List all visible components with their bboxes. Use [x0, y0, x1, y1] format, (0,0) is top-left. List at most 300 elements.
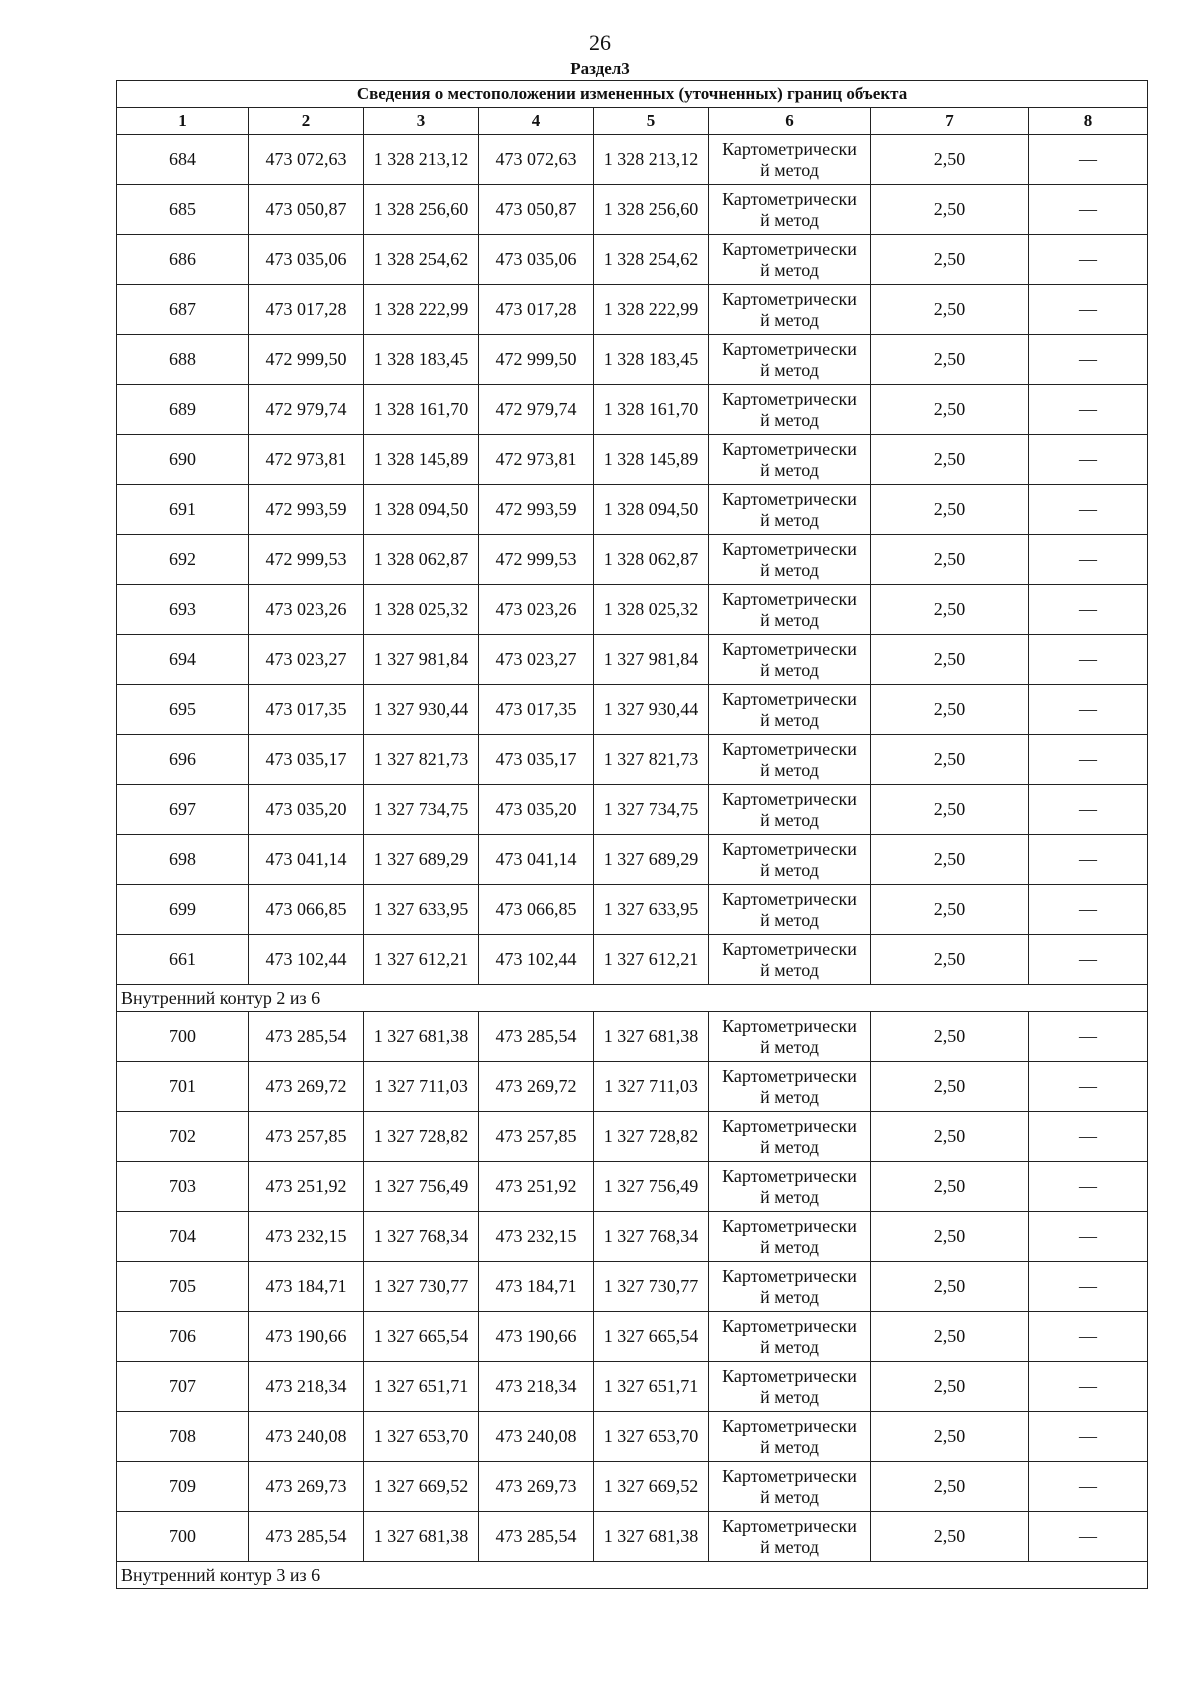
accuracy-cell: 2,50	[871, 385, 1029, 435]
method-text-line2: й метод	[760, 259, 819, 280]
x-old-cell: 473 066,85	[249, 885, 364, 935]
y-new-cell: 1 328 094,50	[594, 485, 709, 535]
method-text-line2: й метод	[760, 659, 819, 680]
y-new-cell: 1 327 681,38	[594, 1512, 709, 1562]
y-old-cell: 1 327 728,82	[364, 1112, 479, 1162]
method-text-line1: Картометрически	[722, 1265, 857, 1286]
accuracy-cell: 2,50	[871, 1112, 1029, 1162]
table-row	[117, 235, 1148, 285]
method-text-line1: Картометрически	[722, 338, 857, 359]
y-new-cell: 1 327 768,34	[594, 1212, 709, 1262]
column-number: 3	[364, 108, 479, 135]
x-old-cell: 473 240,08	[249, 1412, 364, 1462]
x-new-cell: 473 023,27	[479, 635, 594, 685]
x-new-cell: 473 240,08	[479, 1412, 594, 1462]
description-cell: —	[1029, 1312, 1148, 1362]
accuracy-cell: 2,50	[871, 335, 1029, 385]
accuracy-cell: 2,50	[871, 735, 1029, 785]
method-cell	[709, 735, 871, 785]
method-text-line1: Картометрически	[722, 488, 857, 509]
table-row	[117, 185, 1148, 235]
y-new-cell: 1 327 728,82	[594, 1112, 709, 1162]
y-old-cell: 1 327 756,49	[364, 1162, 479, 1212]
accuracy-cell: 2,50	[871, 185, 1029, 235]
point-number-cell: 685	[117, 185, 249, 235]
table-row	[117, 1262, 1148, 1312]
table-row	[117, 535, 1148, 585]
method-cell	[709, 1212, 871, 1262]
description-cell: —	[1029, 1462, 1148, 1512]
x-new-cell: 473 184,71	[479, 1262, 594, 1312]
method-text-line2: й метод	[760, 459, 819, 480]
method-cell	[709, 1362, 871, 1412]
page-number: 26	[589, 30, 611, 55]
accuracy-cell: 2,50	[871, 1212, 1029, 1262]
method-text-line2: й метод	[760, 859, 819, 880]
point-number-cell: 706	[117, 1312, 249, 1362]
x-old-cell: 473 017,28	[249, 285, 364, 335]
y-new-cell: 1 327 756,49	[594, 1162, 709, 1212]
table-row	[117, 1162, 1148, 1212]
method-cell	[709, 335, 871, 385]
y-old-cell: 1 327 930,44	[364, 685, 479, 735]
method-text-line1: Картометрически	[722, 1015, 857, 1036]
description-cell: —	[1029, 135, 1148, 185]
point-number-cell: 688	[117, 335, 249, 385]
description-cell: —	[1029, 935, 1148, 985]
y-new-cell: 1 327 653,70	[594, 1412, 709, 1462]
y-old-cell: 1 328 183,45	[364, 335, 479, 385]
method-cell	[709, 385, 871, 435]
method-text-line2: й метод	[760, 509, 819, 530]
y-old-cell: 1 327 734,75	[364, 785, 479, 835]
method-text-line1: Картометрически	[722, 1465, 857, 1486]
x-old-cell: 473 050,87	[249, 185, 364, 235]
table-row	[117, 785, 1148, 835]
contour-header-row	[117, 985, 1148, 1012]
method-text-line2: й метод	[760, 1236, 819, 1257]
accuracy-cell: 2,50	[871, 885, 1029, 935]
description-cell: —	[1029, 435, 1148, 485]
accuracy-cell: 2,50	[871, 835, 1029, 885]
method-text-line1: Картометрически	[722, 688, 857, 709]
description-cell: —	[1029, 1162, 1148, 1212]
description-cell: —	[1029, 1362, 1148, 1412]
point-number-cell: 702	[117, 1112, 249, 1162]
accuracy-cell: 2,50	[871, 1412, 1029, 1462]
accuracy-cell: 2,50	[871, 135, 1029, 185]
accuracy-cell: 2,50	[871, 1012, 1029, 1062]
method-text-line2: й метод	[760, 309, 819, 330]
accuracy-cell: 2,50	[871, 935, 1029, 985]
method-cell	[709, 585, 871, 635]
point-number-cell: 701	[117, 1062, 249, 1112]
y-old-cell: 1 327 665,54	[364, 1312, 479, 1362]
method-cell	[709, 135, 871, 185]
y-old-cell: 1 328 025,32	[364, 585, 479, 635]
accuracy-cell: 2,50	[871, 1512, 1029, 1562]
y-old-cell: 1 327 689,29	[364, 835, 479, 885]
description-cell: —	[1029, 835, 1148, 885]
method-text-line1: Картометрически	[722, 938, 857, 959]
method-cell	[709, 1512, 871, 1562]
section-title: Раздел3	[570, 59, 630, 78]
x-old-cell: 473 041,14	[249, 835, 364, 885]
x-new-cell: 473 269,72	[479, 1062, 594, 1112]
x-old-cell: 473 023,27	[249, 635, 364, 685]
accuracy-cell: 2,50	[871, 285, 1029, 335]
column-number-row	[117, 108, 1148, 135]
method-text-line2: й метод	[760, 409, 819, 430]
method-cell	[709, 1112, 871, 1162]
point-number-cell: 694	[117, 635, 249, 685]
y-new-cell: 1 328 062,87	[594, 535, 709, 585]
y-new-cell: 1 328 161,70	[594, 385, 709, 435]
point-number-cell: 705	[117, 1262, 249, 1312]
method-text-line1: Картометрически	[722, 1215, 857, 1236]
method-text-line2: й метод	[760, 609, 819, 630]
x-old-cell: 473 251,92	[249, 1162, 364, 1212]
accuracy-cell: 2,50	[871, 535, 1029, 585]
x-new-cell: 473 285,54	[479, 1512, 594, 1562]
method-cell	[709, 535, 871, 585]
x-new-cell: 472 973,81	[479, 435, 594, 485]
y-old-cell: 1 327 981,84	[364, 635, 479, 685]
method-cell	[709, 1262, 871, 1312]
y-old-cell: 1 328 222,99	[364, 285, 479, 335]
y-new-cell: 1 327 730,77	[594, 1262, 709, 1312]
x-new-cell: 473 190,66	[479, 1312, 594, 1362]
column-number: 8	[1029, 108, 1148, 135]
description-cell: —	[1029, 885, 1148, 935]
y-old-cell: 1 327 821,73	[364, 735, 479, 785]
method-cell	[709, 785, 871, 835]
method-cell	[709, 635, 871, 685]
accuracy-cell: 2,50	[871, 1162, 1029, 1212]
column-number: 6	[709, 108, 871, 135]
method-text-line2: й метод	[760, 159, 819, 180]
y-new-cell: 1 327 669,52	[594, 1462, 709, 1512]
accuracy-cell: 2,50	[871, 685, 1029, 735]
x-new-cell: 473 035,17	[479, 735, 594, 785]
table-caption: Сведения о местоположении измененных (уточненных) границ объекта	[117, 81, 1148, 108]
x-new-cell: 473 251,92	[479, 1162, 594, 1212]
x-old-cell: 473 035,06	[249, 235, 364, 285]
y-new-cell: 1 328 254,62	[594, 235, 709, 285]
table-row	[117, 285, 1148, 335]
table-row	[117, 485, 1148, 535]
method-text-line2: й метод	[760, 1186, 819, 1207]
y-new-cell: 1 328 025,32	[594, 585, 709, 635]
x-new-cell: 473 066,85	[479, 885, 594, 935]
method-text-line1: Картометрически	[722, 1515, 857, 1536]
point-number-cell: 686	[117, 235, 249, 285]
y-new-cell: 1 327 734,75	[594, 785, 709, 835]
x-old-cell: 472 973,81	[249, 435, 364, 485]
y-old-cell: 1 328 145,89	[364, 435, 479, 485]
method-text-line2: й метод	[760, 1486, 819, 1507]
table-row	[117, 835, 1148, 885]
x-old-cell: 473 035,17	[249, 735, 364, 785]
table-row	[117, 435, 1148, 485]
y-new-cell: 1 327 981,84	[594, 635, 709, 685]
y-old-cell: 1 328 161,70	[364, 385, 479, 435]
table-row	[117, 1362, 1148, 1412]
method-text-line1: Картометрически	[722, 638, 857, 659]
x-new-cell: 472 979,74	[479, 385, 594, 435]
y-new-cell: 1 328 213,12	[594, 135, 709, 185]
x-old-cell: 472 999,50	[249, 335, 364, 385]
x-new-cell: 473 023,26	[479, 585, 594, 635]
method-text-line2: й метод	[760, 1386, 819, 1407]
table-row	[117, 135, 1148, 185]
method-cell	[709, 1062, 871, 1112]
description-cell: —	[1029, 485, 1148, 535]
method-text-line1: Картометрически	[722, 838, 857, 859]
method-text-line1: Картометрически	[722, 588, 857, 609]
x-old-cell: 473 035,20	[249, 785, 364, 835]
description-cell: —	[1029, 1512, 1148, 1562]
x-new-cell: 473 041,14	[479, 835, 594, 885]
description-cell: —	[1029, 785, 1148, 835]
x-old-cell: 473 190,66	[249, 1312, 364, 1362]
point-number-cell: 708	[117, 1412, 249, 1462]
method-text-line2: й метод	[760, 1436, 819, 1457]
table-row	[117, 735, 1148, 785]
table-row	[117, 585, 1148, 635]
table-row	[117, 1462, 1148, 1512]
x-old-cell: 473 184,71	[249, 1262, 364, 1312]
description-cell: —	[1029, 285, 1148, 335]
method-text-line2: й метод	[760, 1136, 819, 1157]
description-cell: —	[1029, 1212, 1148, 1262]
point-number-cell: 691	[117, 485, 249, 535]
y-old-cell: 1 328 256,60	[364, 185, 479, 235]
table-row	[117, 1512, 1148, 1562]
x-new-cell: 473 232,15	[479, 1212, 594, 1262]
table-row	[117, 1112, 1148, 1162]
description-cell: —	[1029, 1112, 1148, 1162]
x-new-cell: 472 993,59	[479, 485, 594, 535]
method-text-line1: Картометрически	[722, 438, 857, 459]
y-old-cell: 1 327 768,34	[364, 1212, 479, 1262]
point-number-cell: 693	[117, 585, 249, 635]
x-old-cell: 472 999,53	[249, 535, 364, 585]
column-number: 1	[117, 108, 249, 135]
x-new-cell: 473 102,44	[479, 935, 594, 985]
x-new-cell: 473 017,35	[479, 685, 594, 735]
x-new-cell: 473 257,85	[479, 1112, 594, 1162]
method-cell	[709, 935, 871, 985]
method-cell	[709, 835, 871, 885]
y-old-cell: 1 328 254,62	[364, 235, 479, 285]
point-number-cell: 689	[117, 385, 249, 435]
point-number-cell: 692	[117, 535, 249, 585]
method-cell	[709, 1412, 871, 1462]
method-text-line1: Картометрически	[722, 138, 857, 159]
point-number-cell: 703	[117, 1162, 249, 1212]
description-cell: —	[1029, 1262, 1148, 1312]
x-new-cell: 472 999,53	[479, 535, 594, 585]
coordinates-table	[116, 80, 1148, 1589]
accuracy-cell: 2,50	[871, 785, 1029, 835]
accuracy-cell: 2,50	[871, 1462, 1029, 1512]
x-old-cell: 473 023,26	[249, 585, 364, 635]
point-number-cell: 690	[117, 435, 249, 485]
y-new-cell: 1 328 183,45	[594, 335, 709, 385]
y-old-cell: 1 328 062,87	[364, 535, 479, 585]
point-number-cell: 700	[117, 1512, 249, 1562]
y-new-cell: 1 327 651,71	[594, 1362, 709, 1412]
x-old-cell: 473 269,73	[249, 1462, 364, 1512]
x-new-cell: 473 035,20	[479, 785, 594, 835]
y-old-cell: 1 327 612,21	[364, 935, 479, 985]
method-text-line2: й метод	[760, 959, 819, 980]
table-row	[117, 685, 1148, 735]
description-cell: —	[1029, 185, 1148, 235]
y-old-cell: 1 327 681,38	[364, 1512, 479, 1562]
description-cell: —	[1029, 685, 1148, 735]
table-row	[117, 1412, 1148, 1462]
contour-header-row	[117, 1562, 1148, 1589]
x-old-cell: 473 017,35	[249, 685, 364, 735]
method-cell	[709, 885, 871, 935]
description-cell: —	[1029, 735, 1148, 785]
x-new-cell: 473 285,54	[479, 1012, 594, 1062]
method-cell	[709, 1012, 871, 1062]
x-old-cell: 473 269,72	[249, 1062, 364, 1112]
x-old-cell: 473 257,85	[249, 1112, 364, 1162]
description-cell: —	[1029, 1062, 1148, 1112]
method-text-line2: й метод	[760, 809, 819, 830]
method-text-line2: й метод	[760, 359, 819, 380]
table-row	[117, 1062, 1148, 1112]
method-cell	[709, 1312, 871, 1362]
method-cell	[709, 285, 871, 335]
method-text-line1: Картометрически	[722, 738, 857, 759]
x-new-cell: 473 050,87	[479, 185, 594, 235]
method-cell	[709, 1462, 871, 1512]
table-row	[117, 885, 1148, 935]
method-text-line2: й метод	[760, 1086, 819, 1107]
accuracy-cell: 2,50	[871, 1312, 1029, 1362]
point-number-cell: 709	[117, 1462, 249, 1512]
point-number-cell: 704	[117, 1212, 249, 1262]
description-cell: —	[1029, 585, 1148, 635]
method-cell	[709, 185, 871, 235]
description-cell: —	[1029, 335, 1148, 385]
y-new-cell: 1 327 665,54	[594, 1312, 709, 1362]
method-text-line1: Картометрически	[722, 788, 857, 809]
table-row	[117, 935, 1148, 985]
method-text-line1: Картометрически	[722, 238, 857, 259]
method-text-line2: й метод	[760, 209, 819, 230]
x-new-cell: 473 269,73	[479, 1462, 594, 1512]
point-number-cell: 695	[117, 685, 249, 735]
description-cell: —	[1029, 635, 1148, 685]
description-cell: —	[1029, 1412, 1148, 1462]
method-text-line1: Картометрически	[722, 388, 857, 409]
point-number-cell: 696	[117, 735, 249, 785]
method-text-line2: й метод	[760, 1286, 819, 1307]
method-text-line1: Картометрически	[722, 188, 857, 209]
method-text-line1: Картометрически	[722, 1165, 857, 1186]
method-text-line1: Картометрически	[722, 1065, 857, 1086]
accuracy-cell: 2,50	[871, 1262, 1029, 1312]
description-cell: —	[1029, 535, 1148, 585]
method-text-line1: Картометрически	[722, 538, 857, 559]
method-text-line1: Картометрически	[722, 1115, 857, 1136]
point-number-cell: 661	[117, 935, 249, 985]
method-text-line2: й метод	[760, 709, 819, 730]
y-new-cell: 1 327 689,29	[594, 835, 709, 885]
method-cell	[709, 235, 871, 285]
x-new-cell: 473 218,34	[479, 1362, 594, 1412]
accuracy-cell: 2,50	[871, 485, 1029, 535]
table-row	[117, 1212, 1148, 1262]
x-old-cell: 472 993,59	[249, 485, 364, 535]
method-text-line2: й метод	[760, 759, 819, 780]
y-old-cell: 1 328 213,12	[364, 135, 479, 185]
y-new-cell: 1 327 681,38	[594, 1012, 709, 1062]
accuracy-cell: 2,50	[871, 235, 1029, 285]
table-row	[117, 335, 1148, 385]
x-old-cell: 472 979,74	[249, 385, 364, 435]
point-number-cell: 684	[117, 135, 249, 185]
column-number: 4	[479, 108, 594, 135]
x-old-cell: 473 072,63	[249, 135, 364, 185]
accuracy-cell: 2,50	[871, 1062, 1029, 1112]
point-number-cell: 707	[117, 1362, 249, 1412]
method-cell	[709, 485, 871, 535]
x-old-cell: 473 218,34	[249, 1362, 364, 1412]
y-old-cell: 1 327 653,70	[364, 1412, 479, 1462]
x-old-cell: 473 102,44	[249, 935, 364, 985]
table-row	[117, 385, 1148, 435]
accuracy-cell: 2,50	[871, 1362, 1029, 1412]
contour-label: Внутренний контур 3 из 6	[117, 1562, 1148, 1589]
y-new-cell: 1 327 711,03	[594, 1062, 709, 1112]
table-caption-row	[117, 81, 1148, 108]
description-cell: —	[1029, 1012, 1148, 1062]
accuracy-cell: 2,50	[871, 435, 1029, 485]
y-new-cell: 1 327 821,73	[594, 735, 709, 785]
column-number: 5	[594, 108, 709, 135]
point-number-cell: 697	[117, 785, 249, 835]
method-text-line1: Картометрически	[722, 1415, 857, 1436]
point-number-cell: 699	[117, 885, 249, 935]
y-new-cell: 1 328 222,99	[594, 285, 709, 335]
y-old-cell: 1 327 669,52	[364, 1462, 479, 1512]
y-new-cell: 1 327 930,44	[594, 685, 709, 735]
contour-label: Внутренний контур 2 из 6	[117, 985, 1148, 1012]
x-old-cell: 473 232,15	[249, 1212, 364, 1262]
point-number-cell: 687	[117, 285, 249, 335]
x-new-cell: 473 017,28	[479, 285, 594, 335]
x-old-cell: 473 285,54	[249, 1512, 364, 1562]
column-number: 7	[871, 108, 1029, 135]
method-text-line1: Картометрически	[722, 888, 857, 909]
x-new-cell: 472 999,50	[479, 335, 594, 385]
point-number-cell: 700	[117, 1012, 249, 1062]
y-new-cell: 1 328 256,60	[594, 185, 709, 235]
table-row	[117, 1012, 1148, 1062]
description-cell: —	[1029, 385, 1148, 435]
x-new-cell: 473 035,06	[479, 235, 594, 285]
method-cell	[709, 685, 871, 735]
x-new-cell: 473 072,63	[479, 135, 594, 185]
method-cell	[709, 1162, 871, 1212]
